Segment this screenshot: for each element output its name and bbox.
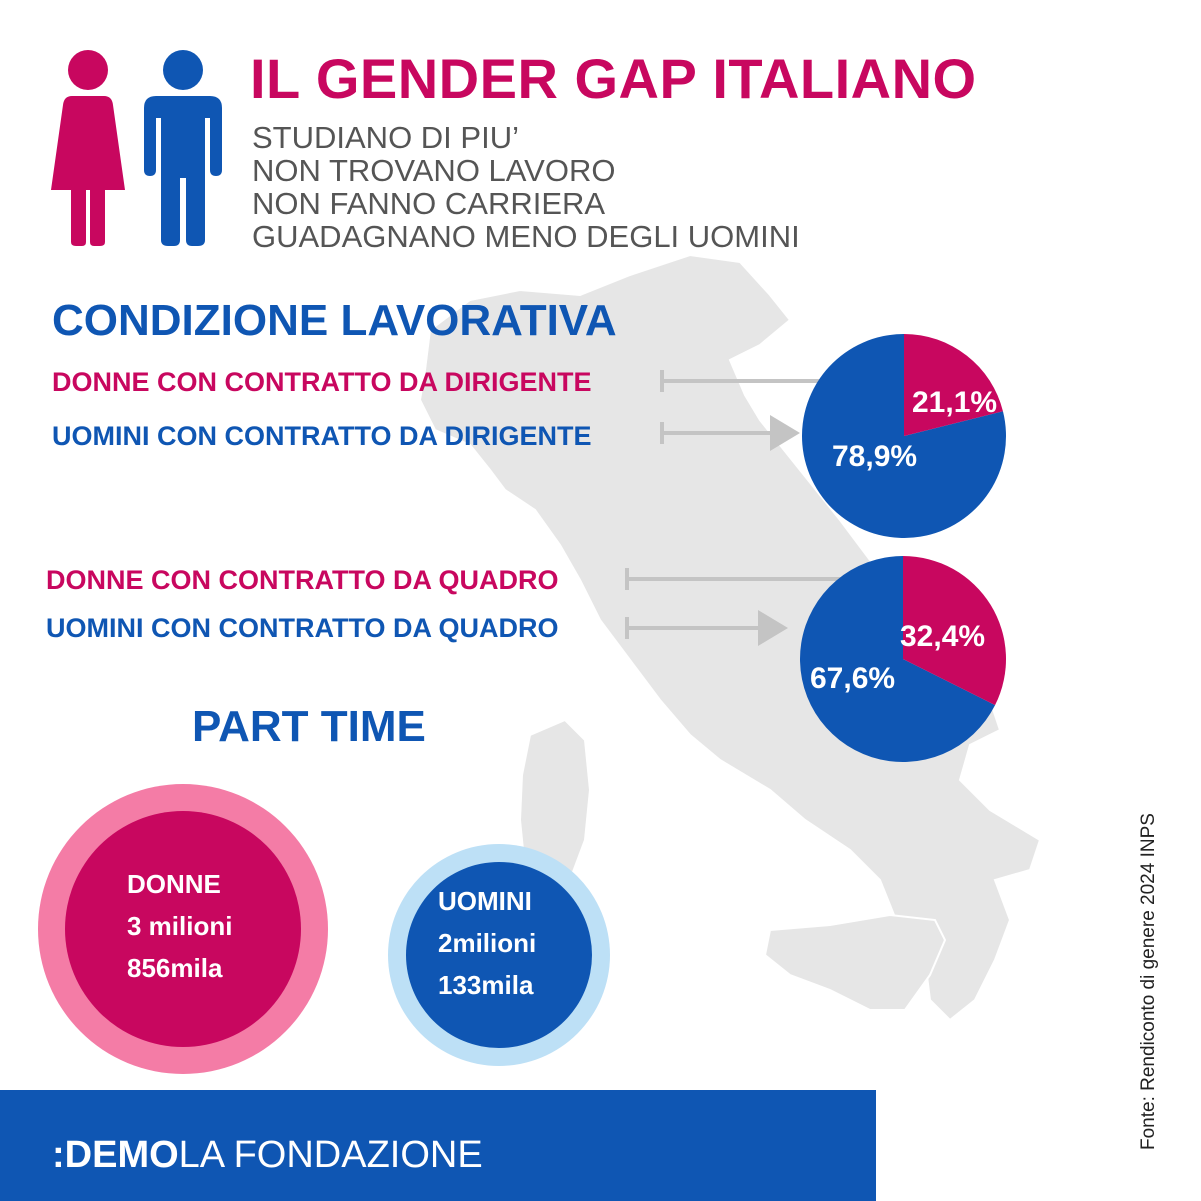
arrow-dirigente-uomini [662, 415, 800, 451]
pie-label-dirigente-donne: 21,1% [912, 386, 998, 419]
source-note: Fonte: Rendiconto di genere 2024 INPS [1138, 813, 1159, 1150]
brand-light: LA FONDAZIONE [178, 1134, 483, 1176]
part-time-uomini-text [438, 880, 536, 1006]
label-quadro-uomini: UOMINI CON CONTRATTO DA QUADRO [46, 613, 559, 643]
brand-bold: :DEMO [52, 1134, 179, 1176]
label-quadro-donne: DONNE CON CONTRATTO DA QUADRO [46, 565, 559, 595]
pie-label-quadro-donne: 32,4% [900, 620, 986, 653]
page-title: IL GENDER GAP ITALIANO [250, 47, 977, 110]
part-time-donne-value-2: 856mila [127, 953, 223, 983]
part-time-uomini-value-1: 2milioni [438, 928, 537, 958]
brand-logo [52, 1134, 483, 1177]
subtitle-line-1: STUDIANO DI PIU’ [252, 120, 519, 155]
part-time-uomini-value-2: 133mila [438, 970, 534, 1000]
pie-label-dirigente-uomini: 78,9% [832, 440, 918, 473]
pie-label-quadro-uomini: 67,6% [810, 662, 896, 695]
part-time-uomini-label: UOMINI [438, 886, 532, 916]
part-time-donne-value-1: 3 milioni [127, 911, 233, 941]
arrow-quadro-uomini [627, 610, 788, 646]
part-time-donne-label: DONNE [127, 869, 221, 899]
section-title-work: CONDIZIONE LAVORATIVA [52, 296, 617, 345]
section-title-part-time: PART TIME [192, 702, 426, 751]
subtitle-line-2: NON TROVANO LAVORO [252, 153, 616, 188]
subtitle-line-4: GUADAGNANO MENO DEGLI UOMINI [252, 219, 800, 254]
label-dirigente-uomini: UOMINI CON CONTRATTO DA DIRIGENTE [52, 421, 592, 451]
pie-chart-dirigente [802, 334, 1006, 538]
part-time-donne-text [127, 863, 232, 989]
pie-chart-quadro [800, 556, 1006, 762]
subtitle-line-3: NON FANNO CARRIERA [252, 186, 606, 221]
label-dirigente-donne: DONNE CON CONTRATTO DA DIRIGENTE [52, 367, 592, 397]
